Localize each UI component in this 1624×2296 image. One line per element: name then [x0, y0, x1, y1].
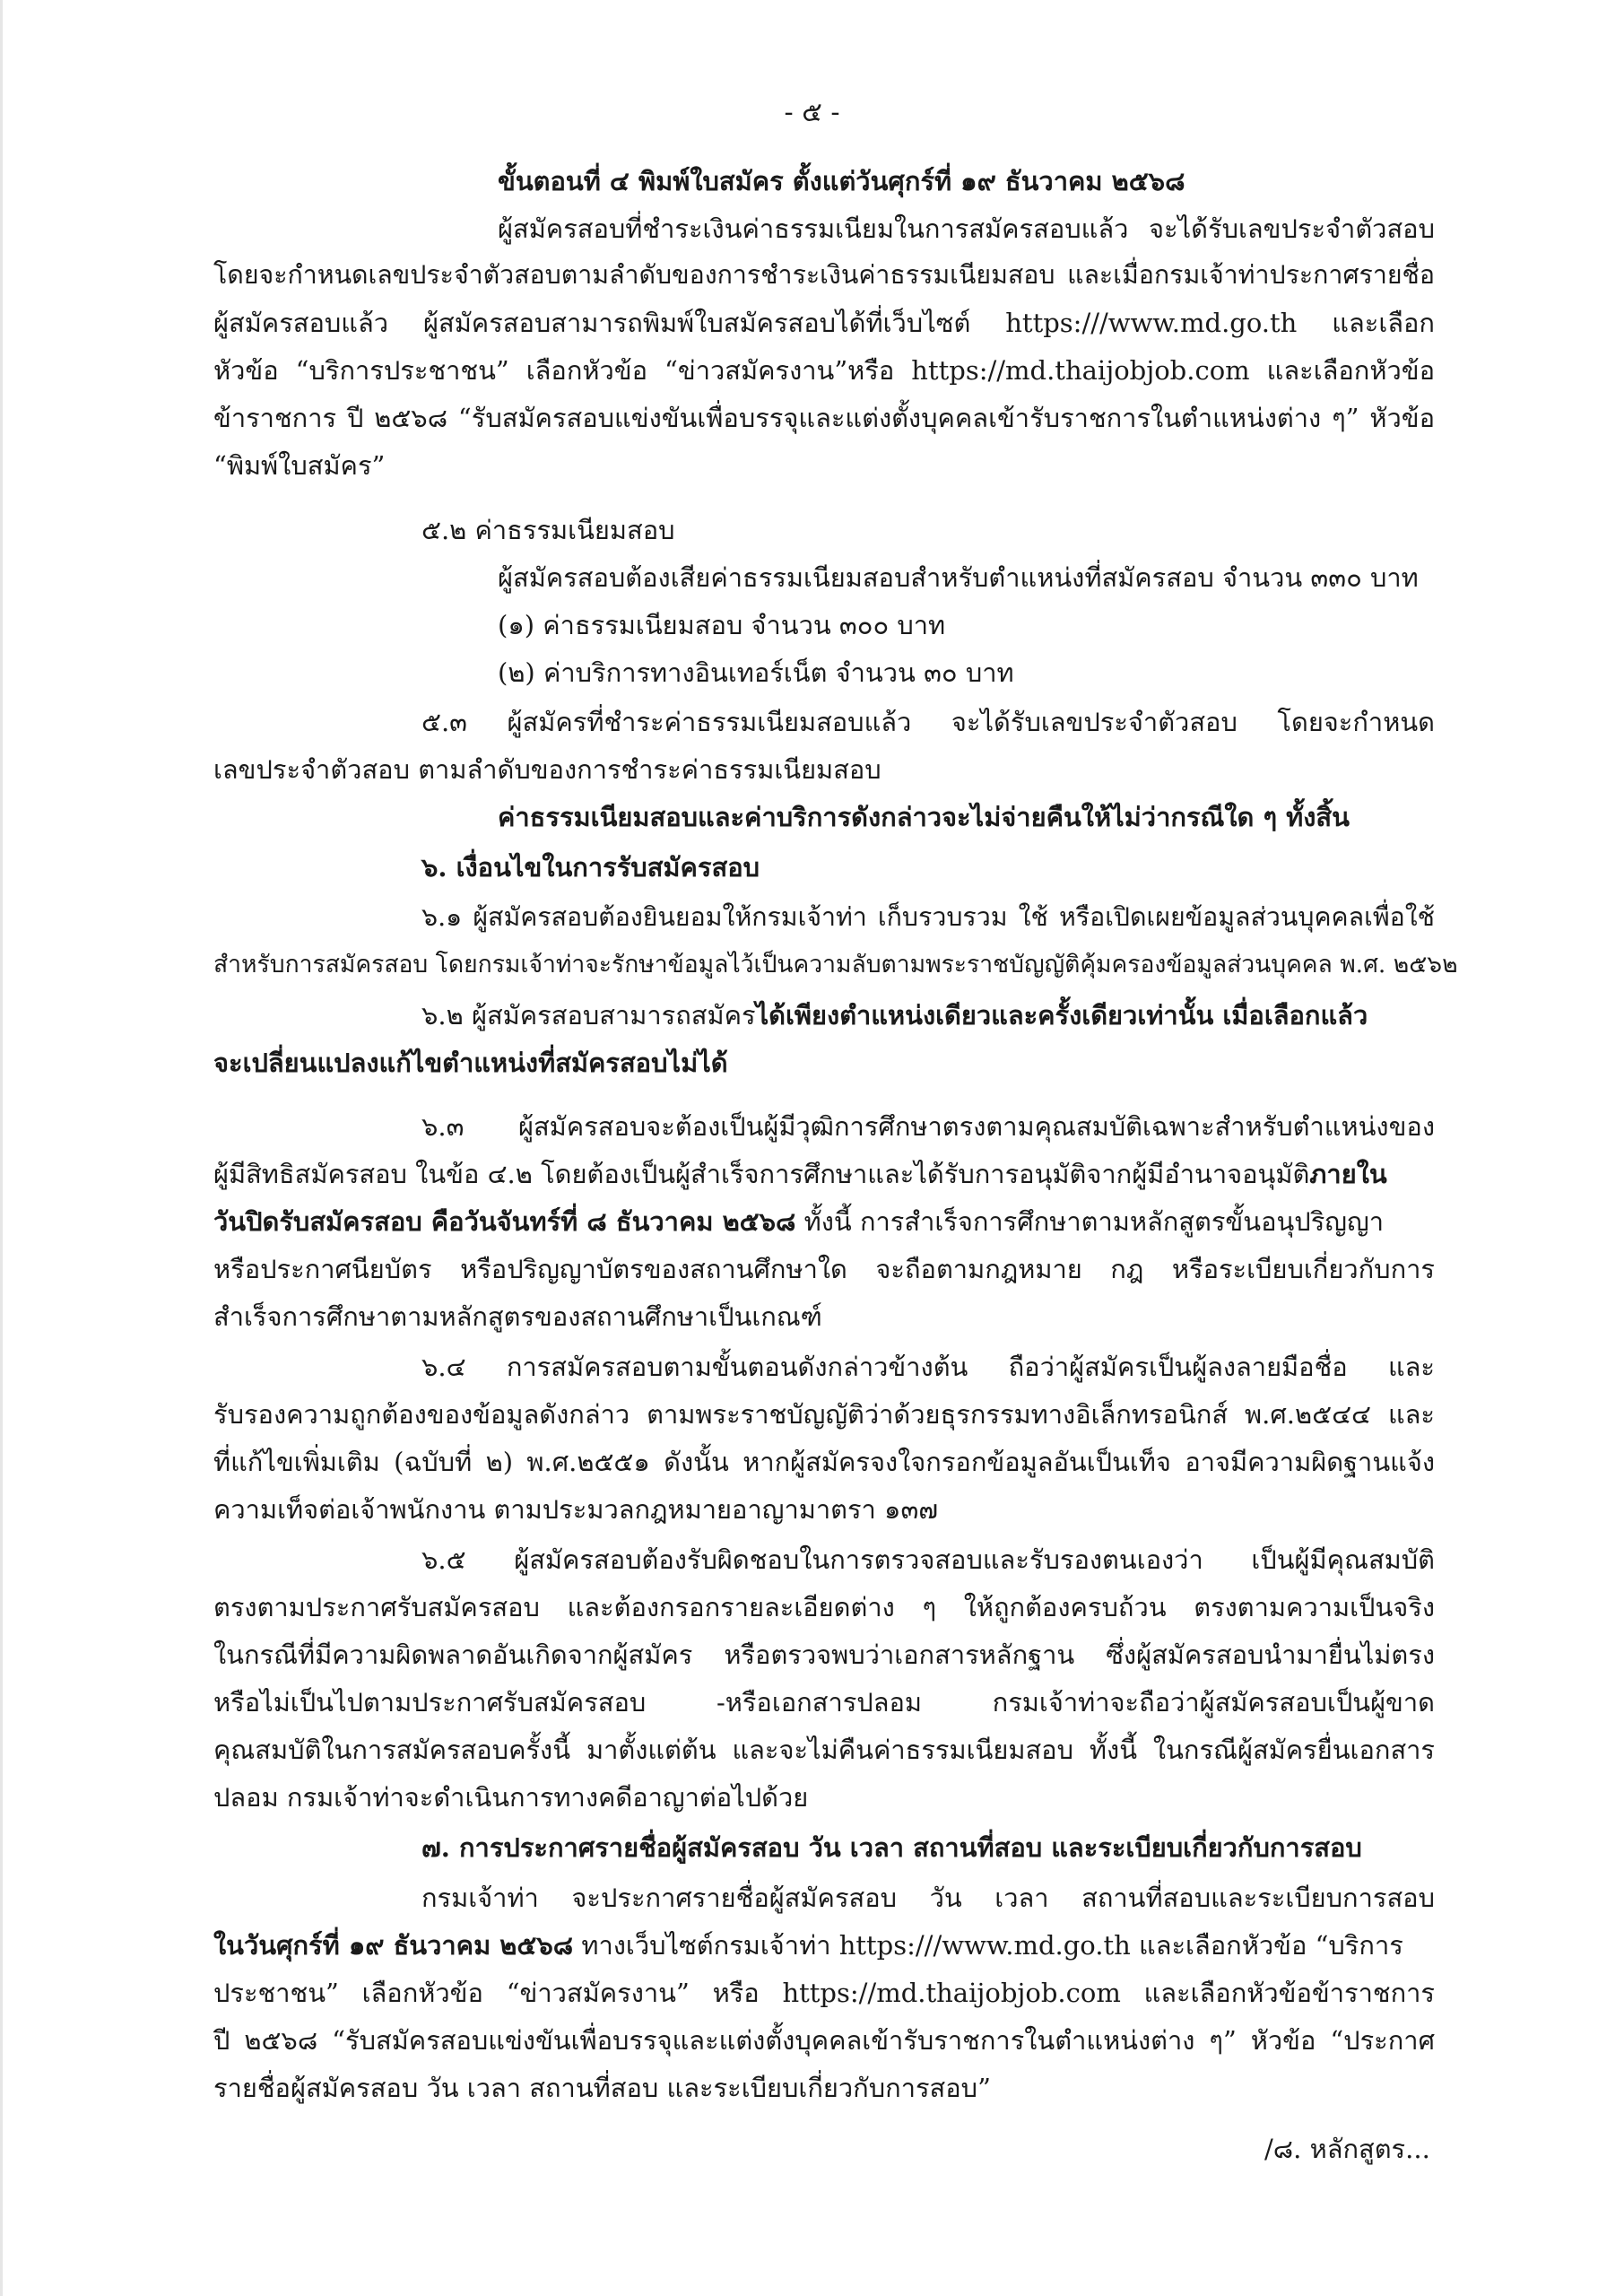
s7-line-1: กรมเจ้าท่า จะประกาศรายชื่อผู้สมัครสอบ วัน เวลา สถานที่สอบและระเบียบการสอบ: [421, 1883, 1435, 1913]
s7-line-2-normal: ทางเว็บไซต์กรมเจ้าท่า https:///www.md.go.th และเลือกหัวข้อ “บริการ: [573, 1930, 1403, 1961]
s7-line-4: ปี ๒๕๖๘ “รับสมัครสอบแข่งขันเพื่อบรรจุและแต่งตั้งบุคคลเข้ารับราชการในตำแหน่งต่าง ๆ” หัวข้อ “ประกาศ: [213, 2025, 1435, 2056]
s6-5-line-4: หรือไม่เป็นไปตามประกาศรับสมัครสอบ -หรือเอกสารปลอม กรมเจ้าท่าจะถือว่าผู้สมัครสอบเป็นผู้ขาด: [213, 1687, 1435, 1718]
s6-3-line-4: หรือประกาศนียบัตร หรือปริญญาบัตรของสถานศึกษาใด จะถือตามกฎหมาย กฎ หรือระเบียบเกี่ยวกับการ: [213, 1254, 1435, 1284]
s6-3-line-5: สำเร็จการศึกษาตามหลักสูตรของสถานศึกษาเป็นเกณฑ์: [213, 1301, 822, 1332]
step4-line-5: ข้าราชการ ปี ๒๕๖๘ “รับสมัครสอบแข่งขันเพื่อบรรจุและแต่งตั้งบุคคลเข้ารับราชการในตำแหน่งต่าง ๆ” หัวข้อ: [213, 403, 1435, 433]
s6-2-line-2: จะเปลี่ยนแปลงแก้ไขตำแหน่งที่สมัครสอบไม่ได้: [213, 1048, 728, 1078]
s6-3-line-2-normal: ผู้มีสิทธิสมัครสอบ ในข้อ ๔.๒ โดยต้องเป็นผู้สำเร็จการศึกษาและได้รับการอนุมัติจากผู้มีอำนาจอนุมัติ: [213, 1159, 1310, 1189]
s6-3-line-1: ๖.๓ ผู้สมัครสอบจะต้องเป็นผู้มีวุฒิการศึกษาตรงตามคุณสมบัติเฉพาะสำหรับตำแหน่งของ: [421, 1111, 1435, 1142]
s7-line-5: รายชื่อผู้สมัครสอบ วัน เวลา สถานที่สอบ และระเบียบเกี่ยวกับการสอบ”: [213, 2073, 991, 2103]
s6-3-line-3-bold: วันปิดรับสมัครสอบ คือวันจันทร์ที่ ๘ ธันวาคม ๒๕๖๘: [213, 1206, 796, 1237]
s6-2-bold: ได้เพียงตำแหน่งเดียวและครั้งเดียวเท่านั้น เมื่อเลือกแล้ว: [755, 1000, 1368, 1031]
step4-line-2: โดยจะกำหนดเลขประจำตัวสอบตามลำดับของการชำระเงินค่าธรรมเนียมสอบ และเมื่อกรมเจ้าท่าประกาศรายชื่อ: [213, 260, 1435, 290]
s7-line-2: [213, 1926, 1403, 1965]
s6-2-line-1: [421, 996, 1368, 1035]
section7-heading: ๗. การประกาศรายชื่อผู้สมัครสอบ วัน เวลา สถานที่สอบ และระเบียบเกี่ยวกับการสอบ: [421, 1832, 1362, 1863]
s6-3-line-3-normal: ทั้งนี้ การสำเร็จการศึกษาตามหลักสูตรขั้นอนุปริญญา: [795, 1206, 1384, 1237]
s6-5-line-2: ตรงตามประกาศรับสมัครสอบ และต้องกรอกรายละเอียดต่าง ๆ ให้ถูกต้องครบถ้วน ตรงตามความเป็นจริง: [213, 1592, 1435, 1622]
s6-4-line-4: ความเท็จต่อเจ้าพนักงาน ตามประมวลกฎหมายอาญามาตรา ๑๓๗: [213, 1494, 939, 1525]
step4-title: ขั้นตอนที่ ๔ พิมพ์ใบสมัคร ตั้งแต่วันศุกร์ที่ ๑๙ ธันวาคม ๒๕๖๘: [498, 166, 1185, 196]
s6-5-line-6: ปลอม กรมเจ้าท่าจะดำเนินการทางคดีอาญาต่อไปด้วย: [213, 1782, 809, 1813]
s6-2-normal: ๖.๒ ผู้สมัครสอบสามารถสมัคร: [421, 1000, 756, 1031]
s6-3-line-2: [213, 1154, 1387, 1194]
fee-heading: ๕.๒ ค่าธรรมเนียมสอบ: [421, 515, 675, 545]
step4-line-4: หัวข้อ “บริการประชาชน” เลือกหัวข้อ “ข่าวสมัครงาน”หรือ https://md.thaijobjob.com และเลือกหัวข้อ: [213, 355, 1435, 386]
step4-line-6: “พิมพ์ใบสมัคร”: [213, 450, 386, 481]
page-number: - ๕ -: [784, 97, 840, 128]
s7-line-2-bold: ในวันศุกร์ที่ ๑๙ ธันวาคม ๒๕๖๘: [213, 1930, 574, 1961]
fee-5-3-line-1: ๕.๓ ผู้สมัครที่ชำระค่าธรรมเนียมสอบแล้ว จะได้รับเลขประจำตัวสอบ โดยจะกำหนด: [421, 707, 1435, 737]
s7-line-3: ประชาชน” เลือกหัวข้อ “ข่าวสมัครงาน” หรือ https://md.thaijobjob.com และเลือกหัวข้อข้าราชการ: [213, 1978, 1435, 2008]
no-refund-notice: ค่าธรรมเนียมสอบและค่าบริการดังกล่าวจะไม่จ่ายคืนให้ไม่ว่ากรณีใด ๆ ทั้งสิ้น: [498, 802, 1350, 832]
s6-3-line-3: [213, 1202, 1384, 1241]
fee-5-3-line-2: เลขประจำตัวสอบ ตามลำดับของการชำระค่าธรรมเนียมสอบ: [213, 754, 881, 785]
step4-line-3: ผู้สมัครสอบแล้ว ผู้สมัครสอบสามารถพิมพ์ใบสมัครสอบได้ที่เว็บไซต์ https:///www.md.go.th และเลือก: [213, 308, 1435, 338]
s6-4-line-2: รับรองความถูกต้องของข้อมูลดังกล่าว ตามพระราชบัญญัติว่าด้วยธุรกรรมทางอิเล็กทรอนิกส์ พ.ศ.๒๕๔๔ และ: [213, 1399, 1435, 1430]
s6-5-line-1: ๖.๕ ผู้สมัครสอบต้องรับผิดชอบในการตรวจสอบและรับรองตนเองว่า เป็นผู้มีคุณสมบัติ: [421, 1544, 1435, 1575]
section6-heading: ๖. เงื่อนไขในการรับสมัครสอบ: [421, 852, 760, 883]
s6-1-line-1: ๖.๑ ผู้สมัครสอบต้องยินยอมให้กรมเจ้าท่า เก็บรวบรวม ใช้ หรือเปิดเผยข้อมูลส่วนบุคคลเพื่อใช้: [421, 902, 1435, 932]
scan-edge: [0, 0, 3, 2296]
s6-5-line-5: คุณสมบัติในการสมัครสอบครั้งนี้ มาตั้งแต่ต้น และจะไม่คืนค่าธรรมเนียมสอบ ทั้งนี้ ในกรณีผู้สมัครยื่นเอกสาร: [213, 1735, 1435, 1765]
fee-item-2: (๒) ค่าบริการทางอินเทอร์เน็ต จำนวน ๓๐ บาท: [498, 657, 1014, 688]
step4-line-1: ผู้สมัครสอบที่ชำระเงินค่าธรรมเนียมในการสมัครสอบแล้ว จะได้รับเลขประจำตัวสอบ: [498, 213, 1435, 244]
continuation-note: /๘. หลักสูตร...: [1264, 2134, 1430, 2164]
fee-item-1: (๑) ค่าธรรมเนียมสอบ จำนวน ๓๐๐ บาท: [498, 610, 946, 640]
s6-5-line-3: ในกรณีที่มีความผิดพลาดอันเกิดจากผู้สมัคร หรือตรวจพบว่าเอกสารหลักฐาน ซึ่งผู้สมัครสอบนำมายื่นไม่ตรง: [213, 1639, 1435, 1670]
fee-line-1: ผู้สมัครสอบต้องเสียค่าธรรมเนียมสอบสำหรับตำแหน่งที่สมัครสอบ จำนวน ๓๓๐ บาท: [498, 562, 1419, 593]
s6-1-line-2: สำหรับการสมัครสอบ โดยกรมเจ้าท่าจะรักษาข้อมูลไว้เป็นความลับตามพระราชบัญญัติคุ้มครองข้อมูลส่วนบุคคล พ.ศ. ๒๕๖๒: [213, 951, 1458, 978]
s6-4-line-3: ที่แก้ไขเพิ่มเติม (ฉบับที่ ๒) พ.ศ.๒๕๕๑ ดังนั้น หากผู้สมัครจงใจกรอกข้อมูลอันเป็นเท็จ อาจมีความผิดฐานแจ้ง: [213, 1447, 1435, 1477]
s6-3-line-2-bold: ภายใน: [1309, 1159, 1387, 1189]
s6-4-line-1: ๖.๔ การสมัครสอบตามขั้นตอนดังกล่าวข้างต้น ถือว่าผู้สมัครเป็นผู้ลงลายมือชื่อ และ: [421, 1352, 1435, 1382]
